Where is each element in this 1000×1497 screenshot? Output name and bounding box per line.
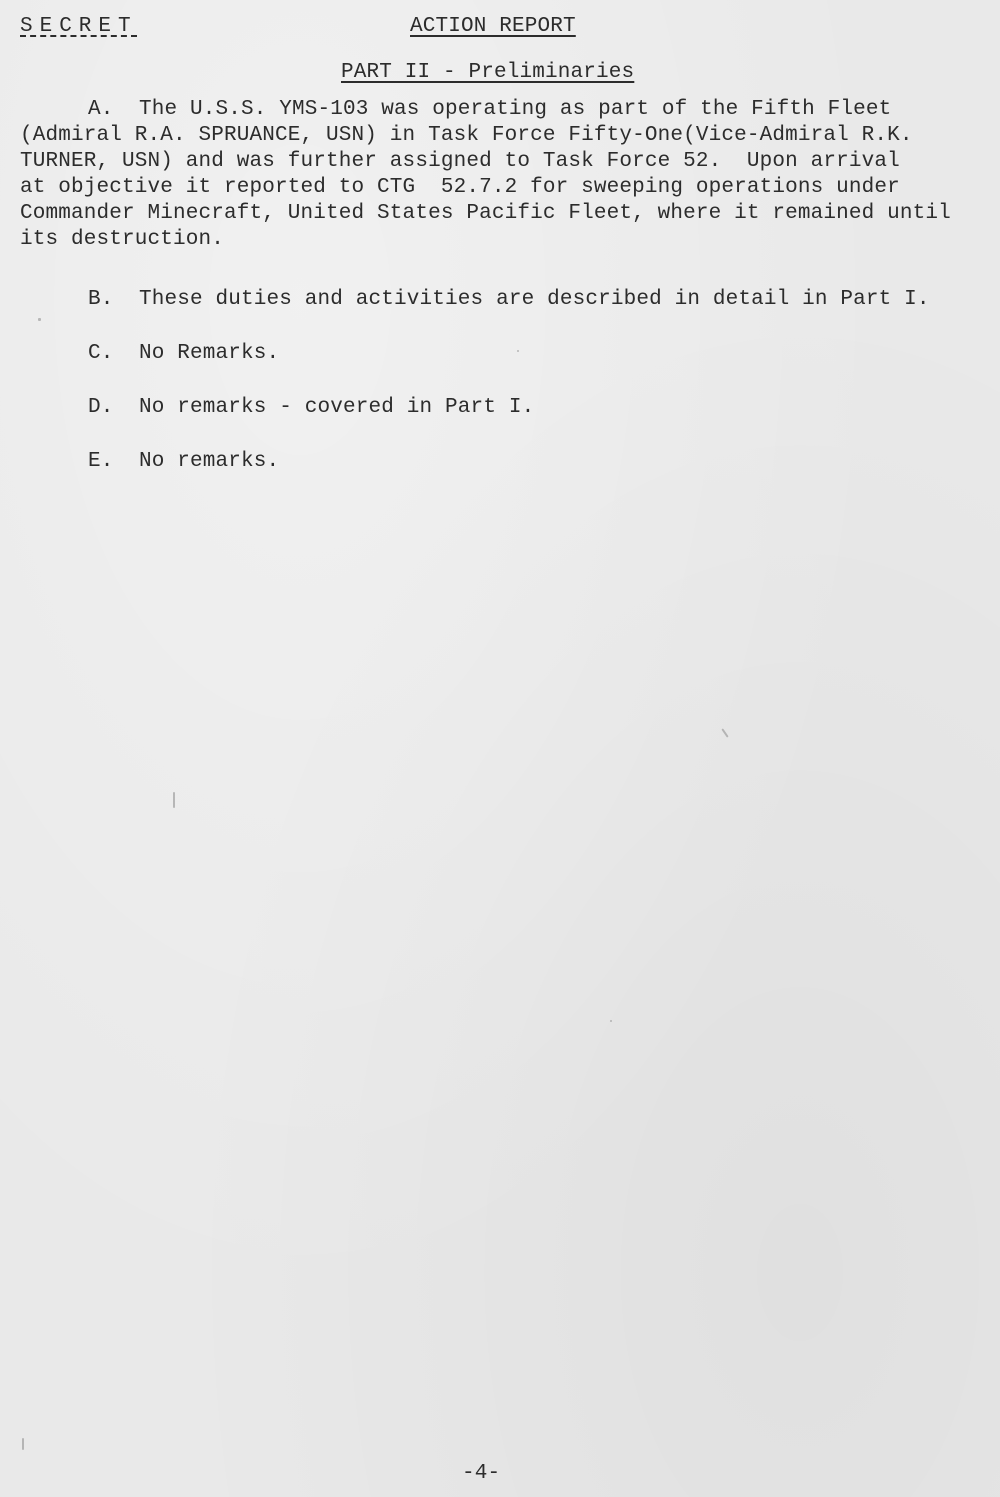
paragraph-d: D. No remarks - covered in Part I.	[88, 396, 535, 419]
paragraph-a-line: TURNER, USN) and was further assigned to Task Force 52. Upon arrival	[20, 150, 900, 173]
paragraph-a-line: Commander Minecraft, United States Pacific Fleet, where it remained until	[20, 202, 951, 225]
paper-speck	[173, 792, 175, 808]
section-title: PART II - Preliminaries	[341, 61, 635, 84]
paper-speck	[38, 318, 41, 321]
paper-speck	[517, 350, 519, 352]
paper-speck	[721, 728, 728, 737]
paragraph-a-line: its destruction.	[20, 228, 225, 251]
paper-speck	[610, 1020, 612, 1022]
paragraph-a-line: (Admiral R.A. SPRUANCE, USN) in Task Force Fifty-One(Vice-Admiral R.K.	[20, 124, 913, 147]
report-title: ACTION REPORT	[410, 15, 576, 38]
paragraph-b: B. These duties and activities are described in detail in Part I.	[88, 288, 930, 311]
paragraph-a	[20, 97, 995, 253]
paper-speck	[22, 1438, 24, 1450]
classification-marking: SECRET	[20, 15, 138, 38]
page-number: -4-	[462, 1462, 501, 1485]
paragraph-c: C. No Remarks.	[88, 342, 280, 365]
paragraph-a-line: A. The U.S.S. YMS-103 was operating as part of the Fifth Fleet	[88, 98, 892, 121]
paragraph-e: E. No remarks.	[88, 450, 280, 473]
paragraph-a-line: at objective it reported to CTG 52.7.2 for sweeping operations under	[20, 176, 900, 199]
